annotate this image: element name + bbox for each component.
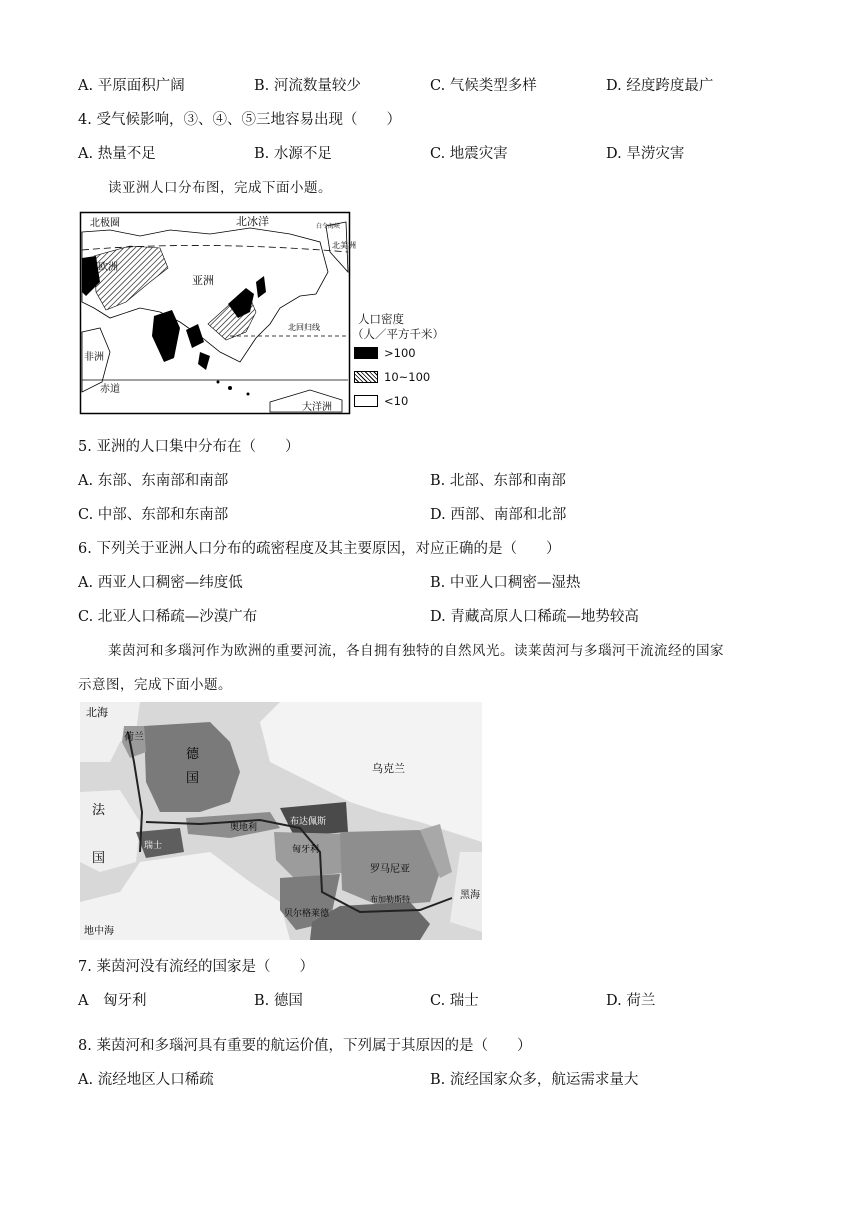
q4-option-d: D. 旱涝灾害 bbox=[606, 146, 685, 162]
label-de: 德 bbox=[186, 747, 200, 762]
q8-option-b: B. 流经国家众多，航运需求量大 bbox=[430, 1072, 639, 1088]
label-bujialiya: 布加勒斯特 bbox=[370, 895, 410, 904]
legend-label-dense: >100 bbox=[384, 346, 416, 360]
label-bering: 白令海峡 bbox=[316, 223, 341, 230]
label-wukelan: 乌克兰 bbox=[372, 762, 405, 775]
q6-option-d: D. 青藏高原人口稀疏—地势较高 bbox=[430, 609, 639, 625]
q3-option-b: B. 河流数量较少 bbox=[254, 78, 361, 94]
q5-option-a: A. 东部、东南部和南部 bbox=[78, 473, 229, 489]
q7-option-d: D. 荷兰 bbox=[606, 993, 656, 1009]
label-yazhou: 亚洲 bbox=[192, 274, 214, 287]
q7-option-b: B. 德国 bbox=[254, 993, 303, 1009]
label-beihuiguixian: 北回归线 bbox=[288, 323, 320, 332]
label-guo: 国 bbox=[92, 851, 106, 866]
q4-stem: 4. 受气候影响，③、④、⑤三地容易出现（ ） bbox=[78, 112, 401, 128]
intro-asia: 读亚洲人口分布图，完成下面小题。 bbox=[108, 180, 332, 196]
legend-swatch-sparse bbox=[354, 395, 378, 407]
label-aodili: 奥地利 bbox=[230, 823, 258, 833]
label-feizhou: 非洲 bbox=[84, 352, 104, 363]
q3-option-d: D. 经度跨度最广 bbox=[606, 78, 714, 94]
q3-option-a: A. 平原面积广阔 bbox=[78, 78, 185, 94]
label-luomaniya: 罗马尼亚 bbox=[370, 864, 410, 875]
intro-rivers-line1: 莱茵河和多瑙河作为欧洲的重要河流，各自拥有独特的自然风光。读莱茵河与多瑙河干流流经的国家 bbox=[108, 643, 724, 659]
legend-item-medium bbox=[354, 370, 430, 384]
q6-option-b: B. 中亚人口稠密—湿热 bbox=[430, 575, 581, 591]
legend-label-sparse: <10 bbox=[384, 394, 409, 408]
q5-option-c: C. 中部、东部和东南部 bbox=[78, 507, 229, 523]
label-beihai: 北海 bbox=[86, 706, 108, 719]
label-helan: 荷兰 bbox=[124, 732, 144, 743]
label-chidao: 赤道 bbox=[100, 384, 120, 395]
intro-rivers-line2: 示意图，完成下面小题。 bbox=[78, 677, 232, 693]
q5-option-d: D. 西部、南部和北部 bbox=[430, 507, 567, 523]
label-fa: 法 bbox=[92, 803, 106, 818]
label-dizhonghai: 地中海 bbox=[84, 926, 114, 937]
q5-stem: 5. 亚洲的人口集中分布在（ ） bbox=[78, 439, 300, 455]
europe-rivers-map bbox=[80, 702, 482, 940]
legend-item-dense bbox=[354, 346, 416, 360]
label-dayangzhou: 大洋洲 bbox=[302, 402, 332, 413]
label-beimeizhou: 北美洲 bbox=[332, 241, 356, 250]
label-beijiquan: 北极圈 bbox=[90, 218, 120, 229]
q6-stem: 6. 下列关于亚洲人口分布的疏密程度及其主要原因，对应正确的是（ ） bbox=[78, 541, 561, 557]
legend-unit: （人／平方千米） bbox=[352, 327, 444, 341]
q5-option-b: B. 北部、东部和南部 bbox=[430, 473, 566, 489]
legend-swatch-medium bbox=[354, 371, 378, 383]
label-xiongyali: 匈牙利 bbox=[292, 845, 320, 855]
q6-option-c: C. 北亚人口稀疏—沙漠广布 bbox=[78, 609, 258, 625]
q7-stem: 7. 莱茵河没有流经的国家是（ ） bbox=[78, 959, 314, 975]
label-buda: 布达佩斯 bbox=[290, 817, 327, 827]
label-beibingyang: 北冰洋 bbox=[236, 215, 269, 228]
q4-option-a: A. 热量不足 bbox=[78, 146, 156, 162]
q3-option-c: C. 气候类型多样 bbox=[430, 78, 537, 94]
legend-title: 人口密度 bbox=[358, 312, 404, 326]
q7-option-a: A 匈牙利 bbox=[78, 993, 147, 1009]
q8-option-a: A. 流经地区人口稀疏 bbox=[78, 1072, 214, 1088]
q4-option-c: C. 地震灾害 bbox=[430, 146, 508, 162]
q4-option-b: B. 水源不足 bbox=[254, 146, 332, 162]
legend-label-medium: 10~100 bbox=[384, 370, 431, 384]
label-beierge: 贝尔格莱德 bbox=[284, 909, 330, 919]
legend-swatch-dense bbox=[354, 347, 378, 359]
label-guo2: 国 bbox=[186, 771, 200, 786]
q6-option-a: A. 西亚人口稠密—纬度低 bbox=[78, 575, 243, 591]
label-heihai: 黑海 bbox=[460, 890, 480, 901]
legend-item-sparse bbox=[354, 394, 408, 408]
q8-stem: 8. 莱茵河和多瑙河具有重要的航运价值，下列属于其原因的是（ ） bbox=[78, 1038, 532, 1054]
asia-population-map bbox=[80, 212, 356, 414]
label-ouzhou: 欧洲 bbox=[98, 262, 118, 273]
label-ruishi: 瑞士 bbox=[144, 841, 163, 851]
q7-option-c: C. 瑞士 bbox=[430, 993, 479, 1009]
